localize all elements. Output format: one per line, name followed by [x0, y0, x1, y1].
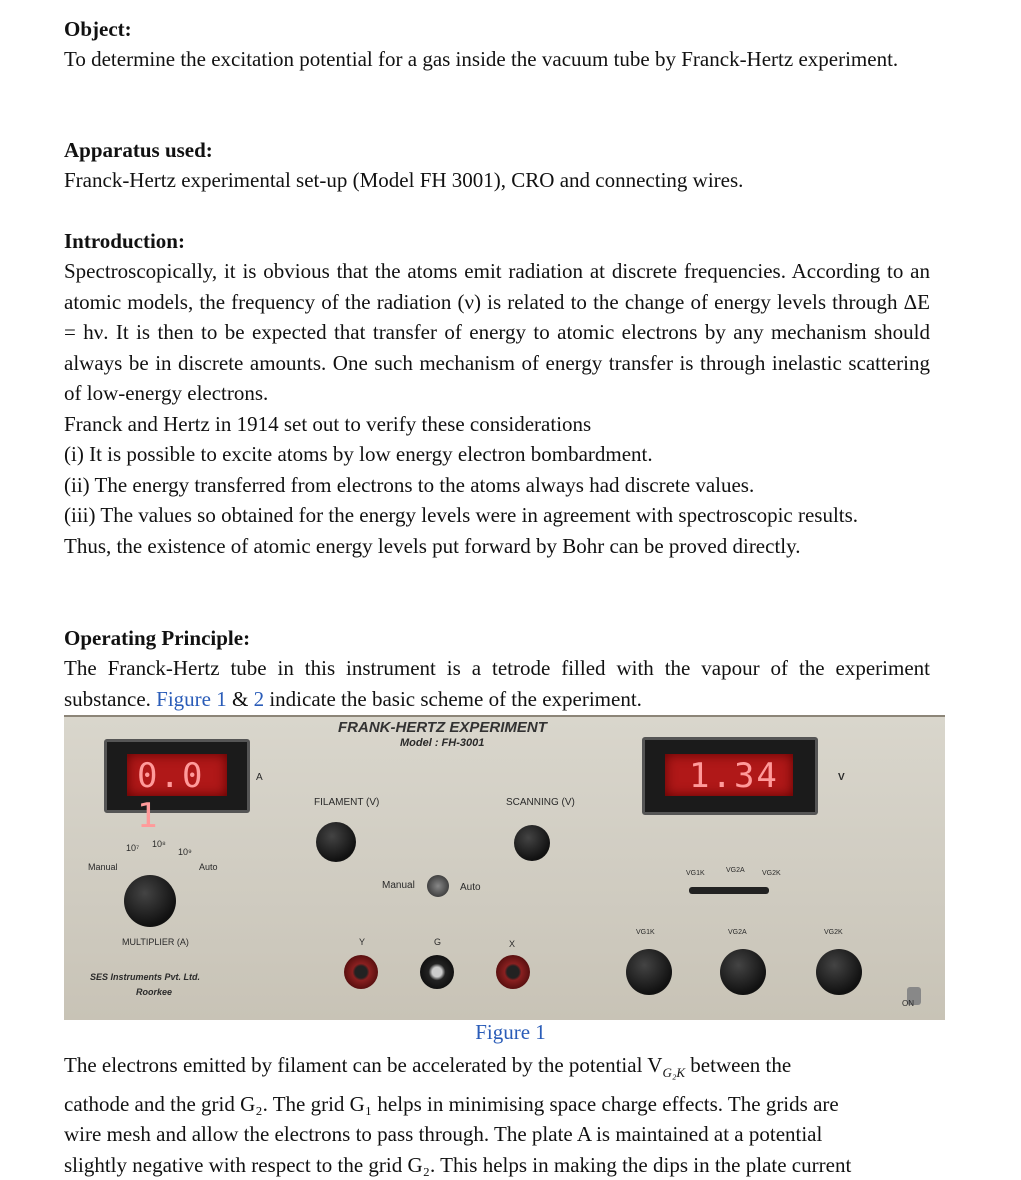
operating-text-a: The Franck-Hertz tube in this instrument is a tetrode filled with the vapour of the experiment substance.	[64, 656, 930, 711]
power-on-label: ON	[902, 999, 914, 1008]
apparatus-heading: Apparatus used:	[64, 138, 213, 162]
maker-city: Roorkee	[136, 987, 173, 997]
introduction-item3: (iii) The values so obtained for the energy levels were in agreement with spectroscopic results.	[64, 503, 859, 527]
object-text: To determine the excitation potential for a gas inside the vacuum tube by Franck-Hertz experiment.	[64, 47, 899, 71]
operating-heading: Operating Principle:	[64, 626, 251, 650]
selector-vg1k-label: VG1K	[686, 870, 705, 877]
y-terminal-jack[interactable]	[344, 955, 378, 989]
selector-vg2k-label: VG2K	[762, 870, 781, 877]
vg2a-knob[interactable]	[720, 949, 766, 995]
mult-10-7: 10⁷	[126, 843, 140, 853]
multiplier-knob[interactable]	[124, 875, 176, 927]
after-line3: wire mesh and allow the electrons to pass through. The plate A is maintained at a potential	[64, 1122, 823, 1147]
maker-name: SES Instruments Pvt. Ltd.	[90, 972, 201, 982]
mode-switch[interactable]	[427, 875, 449, 897]
y-terminal-label: Y	[359, 937, 366, 947]
vg1k-knob-label: VG1K	[636, 929, 655, 936]
figure1-link[interactable]: Figure 1	[156, 686, 227, 711]
g-terminal-jack[interactable]	[420, 955, 454, 989]
after-line4: slightly negative with respect to the grid G₂. This helps in making the dips in the plate current	[64, 1152, 852, 1177]
after-line2: cathode and the grid G₂. The grid G₁ helps in minimising space charge effects. The grids are	[64, 1091, 839, 1116]
vg1k-knob[interactable]	[626, 949, 672, 995]
introduction-para3: Thus, the existence of atomic energy levels put forward by Bohr can be proved directly.	[64, 533, 801, 558]
multiplier-label: MULTIPLIER (A)	[122, 937, 189, 947]
introduction-item2: (ii) The energy transferred from electrons to the atoms always had discrete values.	[64, 472, 755, 497]
voltmeter-display	[642, 737, 818, 815]
apparatus-photo	[64, 715, 945, 1020]
introduction-item1: (i) It is possible to excite atoms by low energy electron bombardment.	[64, 442, 653, 466]
figure2-link[interactable]: 2	[253, 686, 265, 711]
ammeter-value: 0.0 1	[137, 756, 205, 836]
after-figure-text	[64, 1050, 944, 1180]
scanning-label: SCANNING (V)	[506, 797, 575, 808]
apparatus-text: Franck-Hertz experimental set-up (Model FH 3001), CRO and connecting wires.	[64, 168, 744, 192]
vg2k-knob[interactable]	[816, 949, 862, 995]
multiplier-manual-label: Manual	[88, 862, 118, 872]
g-terminal-label: G	[434, 937, 442, 947]
introduction-heading: Introduction:	[64, 229, 185, 253]
object-heading: Object:	[64, 17, 132, 41]
operating-text-b: indicate the basic scheme of the experiment.	[264, 686, 642, 711]
operating-amp: &	[226, 686, 254, 711]
object-section	[64, 14, 930, 75]
vg2a-knob-label: VG2A	[728, 929, 747, 936]
filament-label: FILAMENT (V)	[314, 797, 380, 808]
apparatus-section	[64, 135, 930, 196]
after-line1: The electrons emitted by filament can be accelerated by the potential $V_{G_2K}$ between the	[64, 1053, 792, 1081]
operating-section	[64, 623, 930, 714]
x-terminal-label: X	[509, 939, 516, 949]
photo-title: FRANK-HERTZ EXPERIMENT	[338, 719, 547, 736]
introduction-para2: Franck and Hertz in 1914 set out to verify these considerations	[64, 411, 592, 436]
filament-knob[interactable]	[316, 822, 356, 862]
figure-caption: Figure 1	[475, 1020, 546, 1044]
ammeter-unit: A	[256, 772, 263, 783]
introduction-para1: Spectroscopically, it is obvious that the atoms emit radiation at discrete frequencies. According to an atomic models, the frequency of the radiation (ν) is related to the change of energy levels through ΔE = hν. It is then to be expected that transfer of energy to atomic electrons by any mechanism should always be in discrete amounts. One such mechanism of energy transfer is through inelastic scattering of low-energy electrons.	[64, 259, 930, 405]
scanning-knob[interactable]	[514, 825, 550, 861]
photo-model: Model : FH-3001	[400, 737, 485, 749]
vg2k-knob-label: VG2K	[824, 929, 843, 936]
vg2k-subscript: G₂K	[662, 1065, 686, 1081]
selector-switch[interactable]	[689, 887, 769, 894]
voltmeter-value: 1.34	[689, 756, 779, 796]
x-terminal-jack[interactable]	[496, 955, 530, 989]
operating-text	[64, 653, 930, 714]
switch-auto-label: Auto	[460, 882, 481, 893]
multiplier-auto-label: Auto	[199, 862, 218, 872]
voltmeter-unit: V	[838, 772, 845, 783]
mult-10-9: 10⁹	[178, 847, 192, 857]
introduction-section	[64, 226, 930, 561]
selector-vg2a-label: VG2A	[726, 867, 745, 874]
mult-10-8: 10⁸	[152, 839, 166, 849]
switch-manual-label: Manual	[382, 880, 415, 891]
ammeter-display	[104, 739, 250, 836]
